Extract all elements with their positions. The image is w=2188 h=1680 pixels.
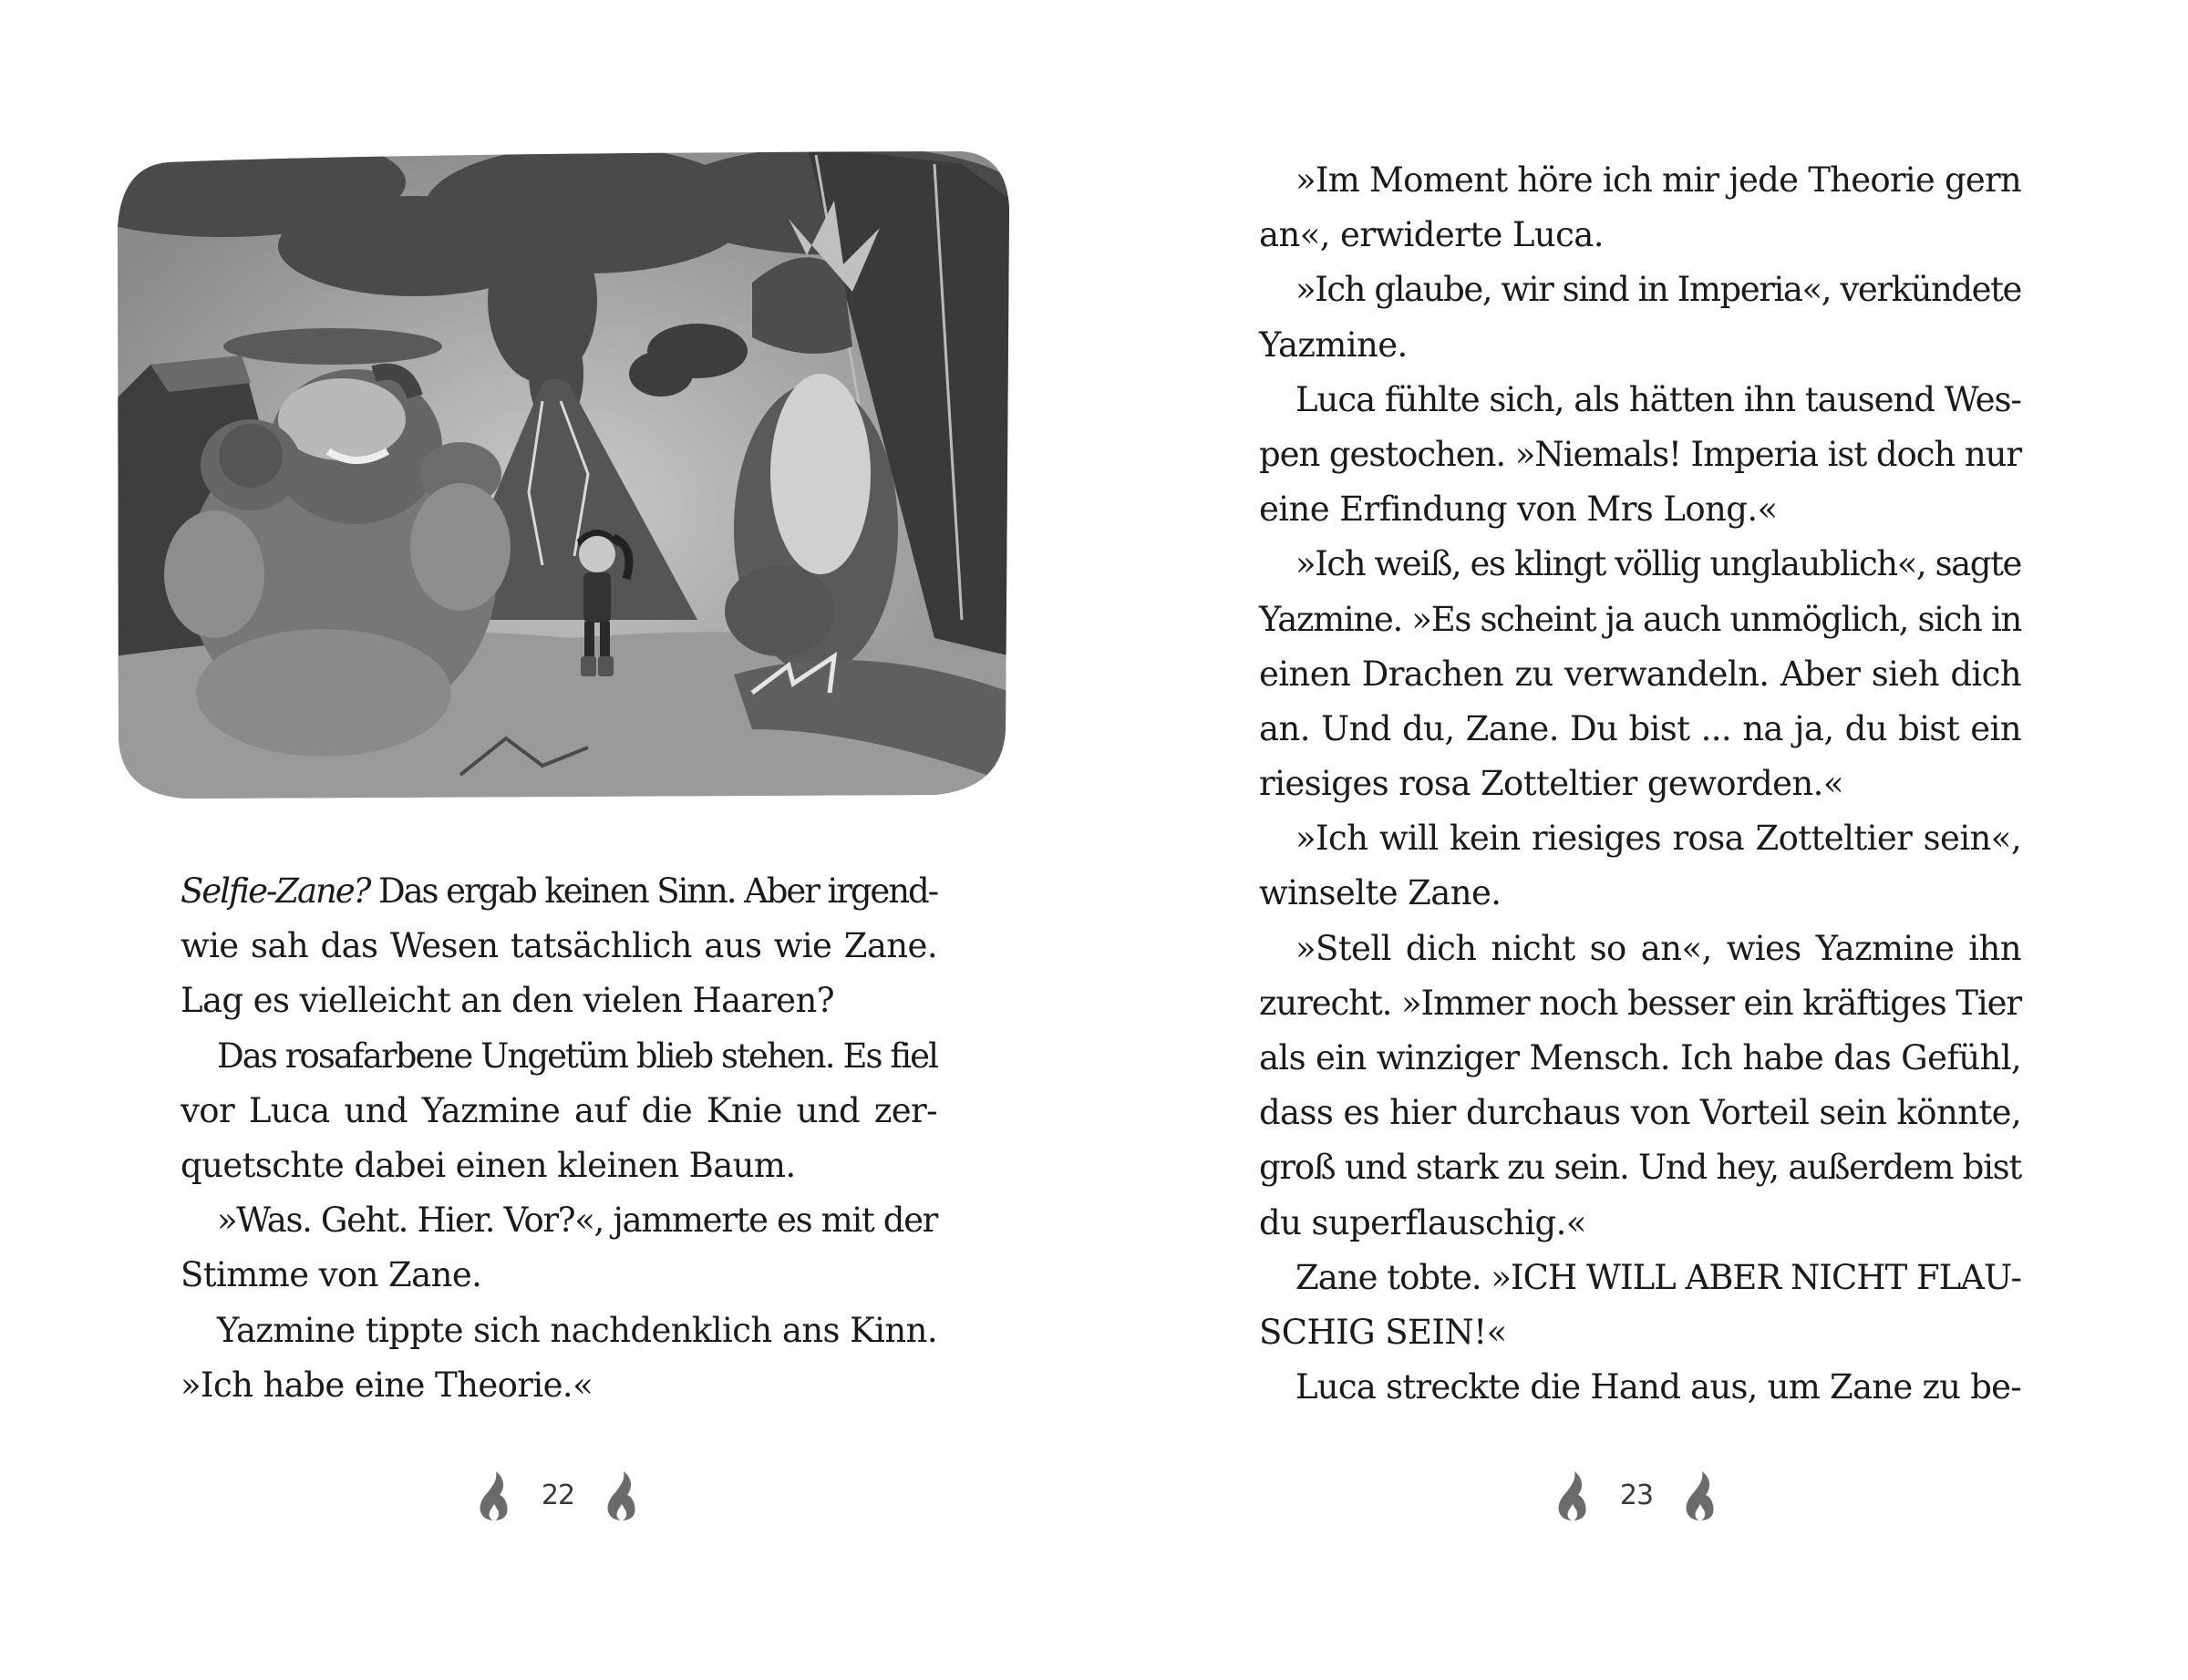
flame-icon <box>478 1469 511 1520</box>
line-text: Zane tobte. »ICH WILL ABER NICHT FLAU- <box>1295 1257 2021 1297</box>
line-text: Luca fühlte sich, als hätten ihn tausend Wes- <box>1295 379 2021 419</box>
right-page-text <box>1259 153 2021 1415</box>
line-text: Lag es vielleicht an den vielen Haaren? <box>181 981 834 1021</box>
text-line <box>1259 1086 2021 1140</box>
line-text: dass es hier durchaus von Vorteil sein könnte, <box>1259 1093 2021 1133</box>
line-text: »Im Moment höre ich mir jede Theorie gern <box>1295 160 2021 200</box>
text-line <box>1259 537 2021 592</box>
line-text: wie sah das Wesen tatsächlich aus wie Zane. <box>181 926 937 966</box>
text-line <box>1259 1031 2021 1086</box>
line-text: groß und stark zu sein. Und hey, außerdem bist <box>1259 1148 2021 1188</box>
text-line <box>1259 866 2021 921</box>
left-page-footer <box>478 1468 638 1522</box>
line-text: quetschte dabei einen kleinen Baum. <box>181 1145 796 1185</box>
text-line <box>181 1358 937 1413</box>
line-text: du superflauschig.« <box>1259 1202 1586 1242</box>
text-line <box>1259 153 2021 208</box>
line-text: »Ich habe eine Theorie.« <box>181 1365 593 1405</box>
text-line <box>1259 428 2021 482</box>
line-text: Das ergab keinen Sinn. Aber irgend- <box>369 871 937 911</box>
line-text: vor Luca und Yazmine auf die Knie und zer- <box>181 1090 937 1130</box>
text-line <box>1259 702 2021 757</box>
line-text: »Was. Geht. Hier. Vor?«, jammerte es mit der <box>217 1201 937 1241</box>
chapter-illustration <box>114 146 1012 802</box>
line-text: Yazmine. »Es scheint ja auch unmöglich, sich in <box>1259 599 2021 639</box>
text-line <box>1259 922 2021 976</box>
line-text: winselte Zane. <box>1259 873 1502 913</box>
line-text: als ein winziger Mensch. Ich habe das Gefühl, <box>1259 1038 2021 1077</box>
text-line <box>1259 1196 2021 1251</box>
line-text: an. Und du, Zane. Du bist ... na ja, du bist ein <box>1259 708 2021 748</box>
text-line <box>181 1139 937 1193</box>
flame-icon <box>605 1469 638 1520</box>
text-line <box>1259 976 2021 1031</box>
text-line <box>181 974 937 1028</box>
illustration-scene <box>114 146 1012 802</box>
text-line <box>1259 1360 2021 1415</box>
text-line <box>1259 263 2021 317</box>
text-line <box>1259 1251 2021 1305</box>
text-line <box>1259 373 2021 428</box>
text-line <box>181 1193 937 1248</box>
line-text: zurecht. »Immer noch besser ein kräftiges Tier <box>1259 983 2021 1023</box>
text-line <box>1259 318 2021 373</box>
line-text: riesiges rosa Zotteltier geworden.« <box>1259 764 1843 804</box>
line-text: »Stell dich nicht so an«, wies Yazmine ihn <box>1295 928 2021 968</box>
left-page-text <box>181 864 937 1413</box>
text-line <box>1259 482 2021 537</box>
line-text: »Ich will kein riesiges rosa Zotteltier sein«, <box>1295 819 2021 859</box>
line-text: »Ich glaube, wir sind in Imperia«, verkündete <box>1295 270 2021 310</box>
text-line <box>181 1248 937 1303</box>
line-text: eine Erfindung von Mrs Long.« <box>1259 490 1778 530</box>
text-line <box>1259 593 2021 647</box>
flame-icon <box>1684 1469 1717 1520</box>
right-page-footer <box>1556 1468 1717 1522</box>
text-line <box>181 919 937 974</box>
line-text: Stimme von Zane. <box>181 1255 482 1295</box>
text-line <box>1259 1305 2021 1360</box>
line-text: Das rosafarbene Ungetüm blieb stehen. Es fiel <box>217 1036 937 1076</box>
page-number: 23 <box>1619 1479 1654 1511</box>
line-text: an«, erwiderte Luca. <box>1259 215 1604 255</box>
line-text: »Ich weiß, es klingt völlig unglaublich«, sagte <box>1295 544 2021 584</box>
line-text: Yazmine. <box>1259 325 1408 365</box>
line-text: Luca streckte die Hand aus, um Zane zu be- <box>1295 1367 2021 1407</box>
text-line <box>181 864 937 919</box>
text-line <box>181 1029 937 1084</box>
line-text: einen Drachen zu verwandeln. Aber sieh dich <box>1259 654 2021 694</box>
page-number: 22 <box>541 1479 575 1511</box>
line-text: Yazmine tippte sich nachdenklich ans Kinn. <box>217 1310 937 1350</box>
text-line <box>181 1084 937 1139</box>
text-line <box>1259 208 2021 263</box>
line-text: SCHIG SEIN!« <box>1259 1312 1507 1352</box>
line-text: pen gestochen. »Niemals! Imperia ist doch nur <box>1259 434 2021 474</box>
text-line <box>1259 811 2021 866</box>
italic-text: Selfie-Zane? <box>181 871 370 911</box>
text-line <box>1259 1140 2021 1195</box>
text-line <box>1259 757 2021 811</box>
right-page <box>1094 0 2188 1680</box>
text-line <box>181 1304 937 1358</box>
text-line <box>1259 647 2021 702</box>
flame-icon <box>1556 1469 1589 1520</box>
